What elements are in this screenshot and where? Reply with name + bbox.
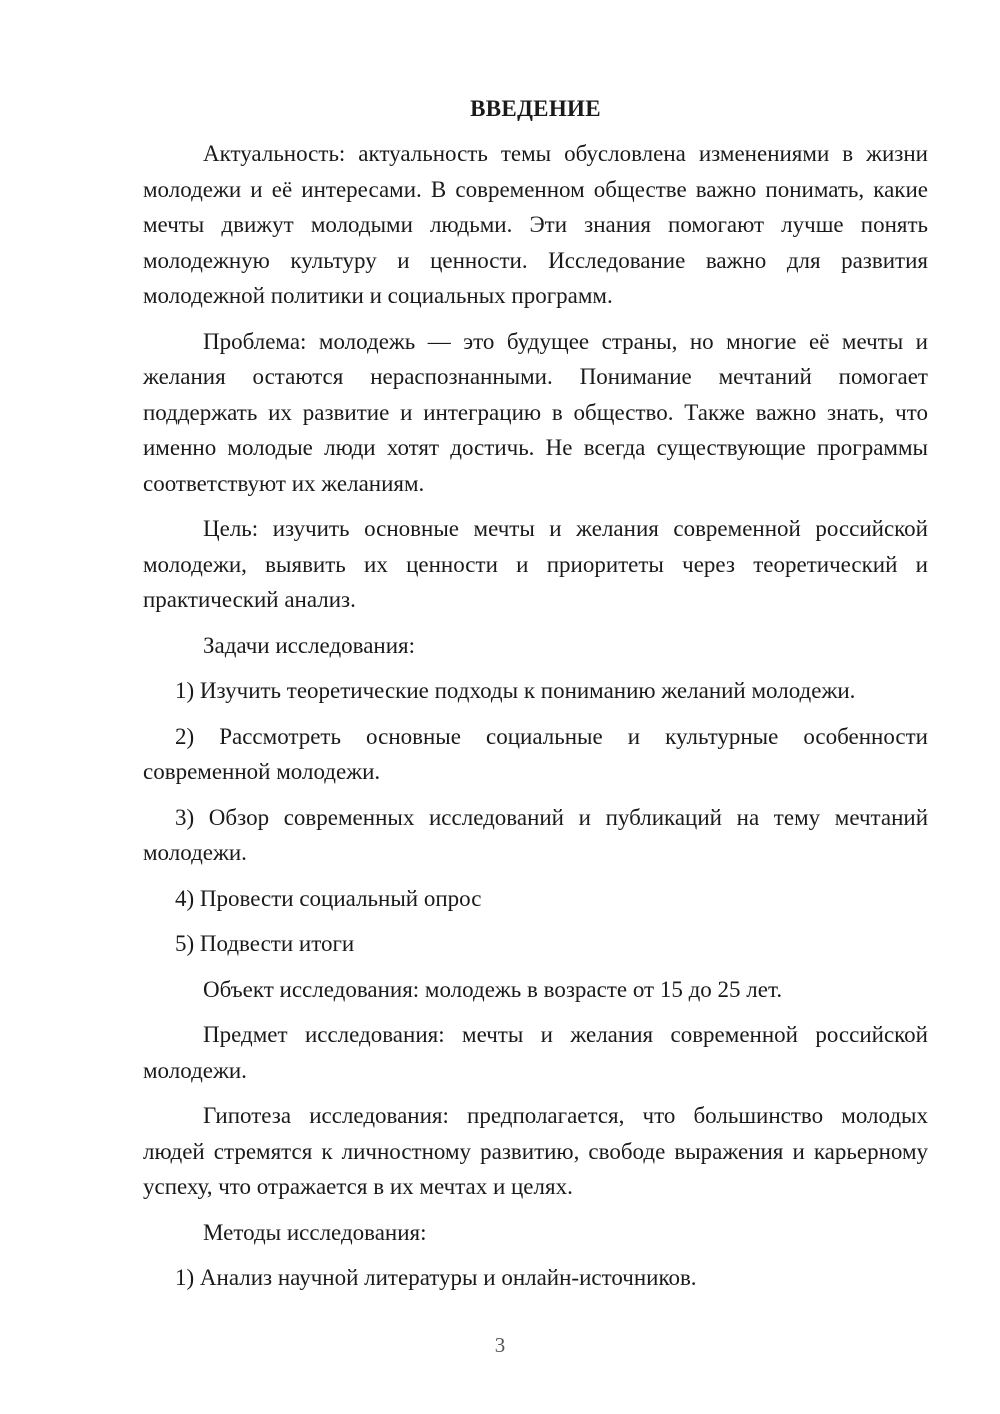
task-item-3: 3) Обзор современных исследований и публикаций на тему мечтаний молодежи. bbox=[143, 804, 928, 865]
paragraph-subject: Предмет исследования: мечты и желания современной российской молодежи. bbox=[143, 1022, 928, 1083]
task-item-2: 2) Рассмотреть основные социальные и культурные особенности современной молодежи. bbox=[143, 723, 928, 784]
task-item-1: 1) Изучить теоретические подходы к пониманию желаний молодежи. bbox=[175, 678, 856, 703]
paragraph-tasks-heading: Задачи исследования: bbox=[203, 632, 416, 658]
paragraph-methods-heading: Методы исследования: bbox=[203, 1219, 427, 1245]
document-page bbox=[143, 92, 928, 1296]
task-item-5: 5) Подвести итоги bbox=[175, 931, 355, 956]
paragraph-problem: Проблема: молодежь — это будущее страны, но многие её мечты и желания остаются нераспознанными. Понимание мечтаний помогает поддержать их развитие и интеграцию в общество. Также важно знать, что именно молодые люди хотят достичь. Не всегда существующие программы соответствуют их желаниям. bbox=[143, 328, 928, 496]
paragraph-object: Объект исследования: молодежь в возрасте от 15 до 25 лет. bbox=[203, 976, 783, 1002]
paragraph-relevance: Актуальность: актуальность темы обусловлена изменениями в жизни молодежи и её интересами. В современном обществе важно понимать, какие мечты движут молодыми людьми. Эти знания помогают лучше понять молодежную культуру и ценности. Исследование важно для развития молодежной политики и социальных программ. bbox=[143, 141, 928, 308]
section-title: ВВЕДЕНИЕ bbox=[470, 96, 601, 121]
task-item-4: 4) Провести социальный опрос bbox=[175, 885, 482, 911]
method-item-1: 1) Анализ научной литературы и онлайн-источников. bbox=[175, 1265, 697, 1290]
page-number: 3 bbox=[494, 1333, 506, 1357]
paragraph-goal: Цель: изучить основные мечты и желания современной российской молодежи, выявить их ценности и приоритеты через теоретический и практический анализ. bbox=[143, 516, 928, 612]
paragraph-hypothesis: Гипотеза исследования: предполагается, что большинство молодых людей стремятся к личностному развитию, свободе выражения и карьерному успеху, что отражается в их мечтах и целях. bbox=[143, 1103, 928, 1199]
